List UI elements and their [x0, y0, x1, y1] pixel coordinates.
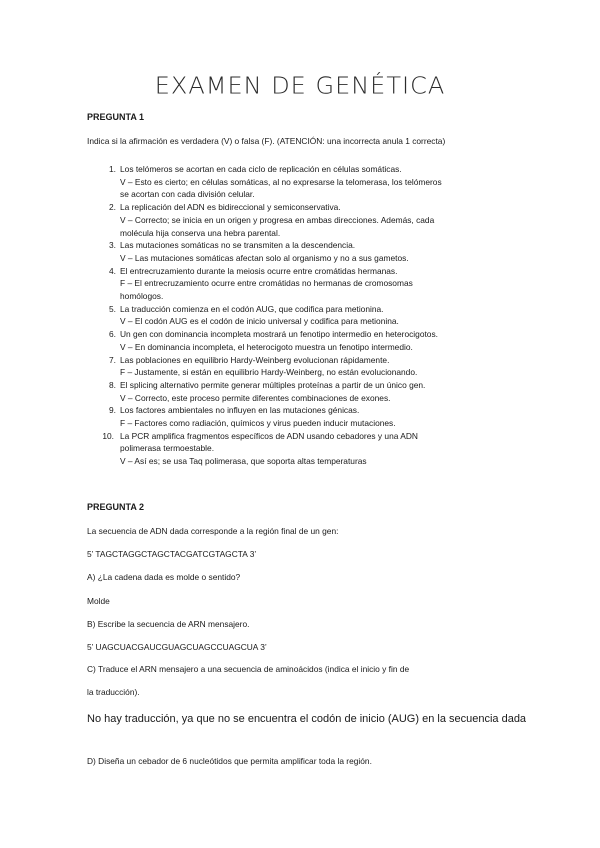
part-c-question-line1: C) Traduce el ARN mensajero a una secuencia de aminoácidos (indica el inicio y fin de — [87, 664, 410, 674]
item-answer: se acortan con cada división celular. — [120, 189, 255, 200]
part-a-question: A) ¿La cadena dada es molde o sentido? — [87, 572, 241, 582]
part-b-answer: 5’ UAGCUACGAUCGUAGCUAGCCUAGCUA 3’ — [87, 642, 267, 652]
item-number: 2. — [109, 202, 116, 213]
item-answer: V – Así es; se usa Taq polimerasa, que soporta altas temperaturas — [120, 456, 367, 467]
item-answer: V – En dominancia incompleta, el heterocigoto muestra un fenotipo intermedio. — [120, 341, 413, 352]
question-2-intro: La secuencia de ADN dada corresponde a la región final de un gen: — [87, 526, 339, 536]
item-statement: La replicación del ADN es bidireccional y semiconservativa. — [120, 202, 341, 213]
true-false-list — [98, 163, 518, 468]
item-number: 5. — [109, 303, 116, 314]
question-1-heading: PREGUNTA 1 — [87, 112, 145, 122]
item-number: 10. — [102, 430, 114, 441]
item-statement-continuation: polimerasa termoestable. — [120, 443, 215, 454]
item-statement: Las poblaciones en equilibrio Hardy-Weinberg evolucionan rápidamente. — [120, 354, 390, 365]
item-statement: Los factores ambientales no influyen en las mutaciones génicas. — [120, 405, 360, 416]
item-number: 4. — [109, 265, 116, 276]
question-2-heading: PREGUNTA 2 — [87, 502, 145, 512]
item-answer: V – Esto es cierto; en células somáticas, al no expresarse la telomerasa, los telómeros — [120, 176, 442, 187]
item-number: 7. — [109, 354, 116, 365]
item-answer: homólogos. — [120, 291, 164, 302]
item-answer: molécula hija conserva una hebra parental. — [120, 227, 281, 238]
item-statement: La PCR amplifica fragmentos específicos de ADN usando cebadores y una ADN — [120, 430, 418, 441]
item-number: 8. — [109, 379, 116, 390]
item-statement: El entrecruzamiento durante la meiosis ocurre entre cromátidas hermanas. — [120, 265, 398, 276]
list-item — [98, 163, 518, 201]
list-item — [98, 379, 518, 404]
list-item — [98, 430, 518, 468]
list-item — [98, 328, 518, 353]
item-statement: Un gen con dominancia incompleta mostrará un fenotipo intermedio en heterocigotos. — [120, 329, 438, 340]
item-answer: V – Correcto, este proceso permite diferentes combinaciones de exones. — [120, 392, 391, 403]
part-a-answer: Molde — [87, 596, 110, 606]
part-d-question: D) Diseña un cebador de 6 nucleótidos que permita amplificar toda la región. — [87, 756, 372, 766]
list-item — [98, 201, 518, 239]
item-answer: V – Correcto; se inicia en un origen y progresa en ambas direcciones. Además, cada — [120, 214, 435, 225]
list-item — [98, 265, 518, 303]
part-c-answer: No hay traducción, ya que no se encuentra el codón de inicio (AUG) en la secuencia dada — [87, 713, 527, 725]
item-answer: F – El entrecruzamiento ocurre entre cromátidas no hermanas de cromosomas — [120, 278, 413, 289]
part-c-question-line2: la traducción). — [87, 687, 140, 697]
list-item — [98, 303, 518, 328]
item-number: 1. — [109, 164, 116, 174]
item-number: 6. — [109, 329, 116, 340]
part-b-question: B) Escribe la secuencia de ARN mensajero. — [87, 619, 250, 629]
item-statement: La traducción comienza en el codón AUG, que codifica para metionina. — [120, 303, 384, 314]
item-answer: F – Justamente, si están en equilibrio Hardy-Weinberg, no están evolucionando. — [120, 367, 418, 378]
list-item — [98, 404, 518, 429]
list-item — [98, 239, 518, 264]
item-answer: F – Factores como radiación, químicos y virus pueden inducir mutaciones. — [120, 418, 396, 429]
item-answer: V – El codón AUG es el codón de inicio universal y codifica para metionina. — [120, 316, 399, 327]
item-statement: Los telómeros se acortan en cada ciclo de replicación en células somáticas. — [120, 164, 402, 174]
page-title: EXAMEN DE GENÉTICA — [154, 72, 446, 100]
item-number: 9. — [109, 405, 116, 416]
question-1-instruction: Indica si la afirmación es verdadera (V) o falsa (F). (ATENCIÓN: una incorrecta anula 1 correcta) — [87, 136, 446, 146]
dna-sequence: 5’ TAGCTAGGCTAGCTACGATCGTAGCTA 3’ — [87, 549, 257, 559]
item-statement: El splicing alternativo permite generar múltiples proteínas a partir de un único gen. — [120, 379, 426, 390]
item-number: 3. — [109, 240, 116, 251]
list-item — [98, 354, 518, 379]
item-statement: Las mutaciones somáticas no se transmiten a la descendencia. — [120, 240, 356, 251]
item-answer: V – Las mutaciones somáticas afectan solo al organismo y no a sus gametos. — [120, 252, 409, 263]
